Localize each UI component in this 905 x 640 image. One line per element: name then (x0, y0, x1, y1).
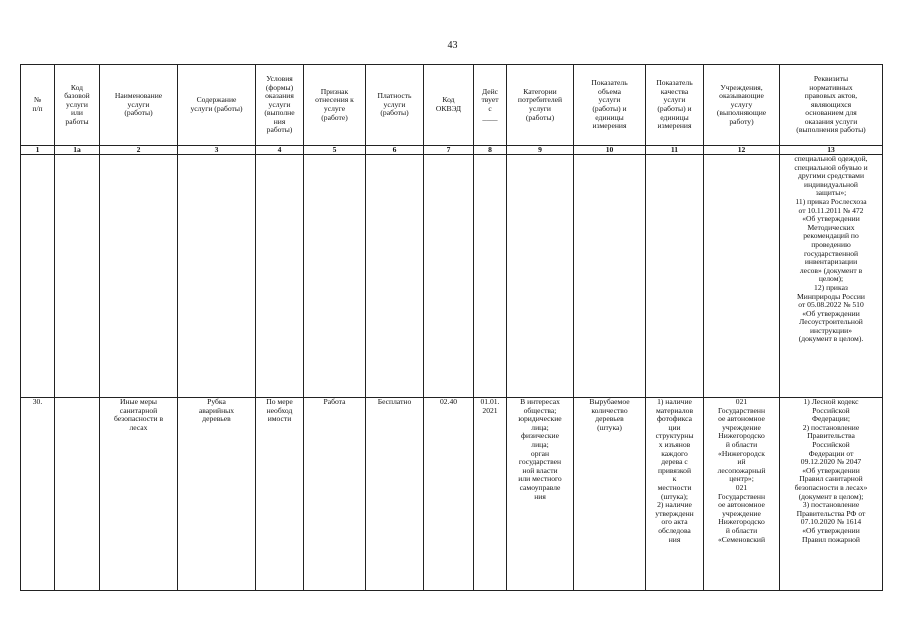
header-cell-5: Признак отнесения к услуге (работе) (304, 65, 366, 146)
legal-acts-cell: специальной одеждой, специальной обувью и другими средствами индивидуальной защиты»; 11) приказ Рослесхоза от 10.11.2011 № 472 «Об утверждении Методических рекомендаций по проведению государственной инвентаризации лесов» (документ в целом); 12) приказ Минприроды России от 05.08.2022 № 510 «Об утверждении Лесоустроительной инструкции» (документ в целом). (780, 155, 883, 398)
header-cell-9: Категории потребителей услуги (работы) (507, 65, 574, 146)
page-number: 43 (447, 40, 458, 51)
table-cell (646, 155, 704, 398)
table-cell (21, 155, 55, 398)
header-cell-7: Код ОКВЭД (424, 65, 474, 146)
column-number: 12 (704, 146, 780, 155)
table-cell (424, 155, 474, 398)
header-cell-3: Содержание услуги (работы) (178, 65, 256, 146)
table-row-continuation (21, 155, 883, 398)
header-cell-8: Дейс твует с ____ (474, 65, 507, 146)
column-number: 3 (178, 146, 256, 155)
header-cell-10: Показатель объема услуги (работы) и единицы измерения (574, 65, 646, 146)
header-cell-1: № п/п (21, 65, 55, 146)
column-number: 13 (780, 146, 883, 155)
row-number-cell: 30. (21, 398, 55, 591)
base-service-code-cell (55, 398, 100, 591)
table-cell (304, 155, 366, 398)
column-number: 5 (304, 146, 366, 155)
header-cell-12: Учреждения, оказывающие услугу (выполняющие работу) (704, 65, 780, 146)
table-cell (256, 155, 304, 398)
table-cell (178, 155, 256, 398)
header-cell-1a: Код базовой услуги или работы (55, 65, 100, 146)
header-cell-13: Реквизиты нормативных правовых актов, являющихся основанием для оказания услуги (выполнения работы) (780, 65, 883, 146)
payment-cell: Бесплатно (366, 398, 424, 591)
service-conditions-cell: По мере необход имости (256, 398, 304, 591)
table-row-30 (21, 398, 883, 591)
header-cell-6: Платность услуги (работы) (366, 65, 424, 146)
column-number: 10 (574, 146, 646, 155)
table-cell (507, 155, 574, 398)
header-cell-11: Показатель качества услуги (работы) и единицы измерения (646, 65, 704, 146)
column-number-row (21, 146, 883, 155)
service-attribute-cell: Работа (304, 398, 366, 591)
effective-date-cell: 01.01. 2021 (474, 398, 507, 591)
service-name-cell: Иные меры санитарной безопасности в лесах (100, 398, 178, 591)
column-number: 1а (55, 146, 100, 155)
column-number: 11 (646, 146, 704, 155)
column-number: 1 (21, 146, 55, 155)
header-cell-2: Наименование услуги (работы) (100, 65, 178, 146)
quality-indicator-cell: 1) наличие материалов фотофикса ции структурны х изъянов каждого дерева с привязкой к местности (штука); 2) наличие утвержденн ого акта обследова ния (646, 398, 704, 591)
consumer-categories-cell: В интересах общества; юридические лица; физические лица; орган государствен ной власти или местного самоуправле ния (507, 398, 574, 591)
service-content-cell: Рубка аварийных деревьев (178, 398, 256, 591)
column-number: 8 (474, 146, 507, 155)
table-cell (366, 155, 424, 398)
column-number: 7 (424, 146, 474, 155)
table-cell (704, 155, 780, 398)
okved-code-cell: 02.40 (424, 398, 474, 591)
legal-acts-cell: 1) Лесной кодекс Российской Федерации; 2) постановление Правительства Российской Федерации от 09.12.2020 № 2047 «Об утверждении Правил санитарной безопасности в лесах» (документ в целом); 3) постановление Правительства РФ от 07.10.2020 № 1614 «Об утверждении Правил пожарной (780, 398, 883, 591)
column-number: 4 (256, 146, 304, 155)
table-cell (474, 155, 507, 398)
column-number: 6 (366, 146, 424, 155)
table-cell (574, 155, 646, 398)
header-cell-4: Условия (формы) оказания услуги (выполне ния работы) (256, 65, 304, 146)
header-row (21, 65, 883, 146)
table-cell (55, 155, 100, 398)
table-cell (100, 155, 178, 398)
services-register-table (20, 64, 883, 591)
institutions-cell: 021 Государственн ое автономное учреждение Нижегородско й области «Нижегородск ий лесопожарный центр»; 021 Государственн ое автономное учреждение Нижегородско й области «Семеновский (704, 398, 780, 591)
column-number: 9 (507, 146, 574, 155)
column-number: 2 (100, 146, 178, 155)
volume-indicator-cell: Вырубаемое количество деревьев (штука) (574, 398, 646, 591)
